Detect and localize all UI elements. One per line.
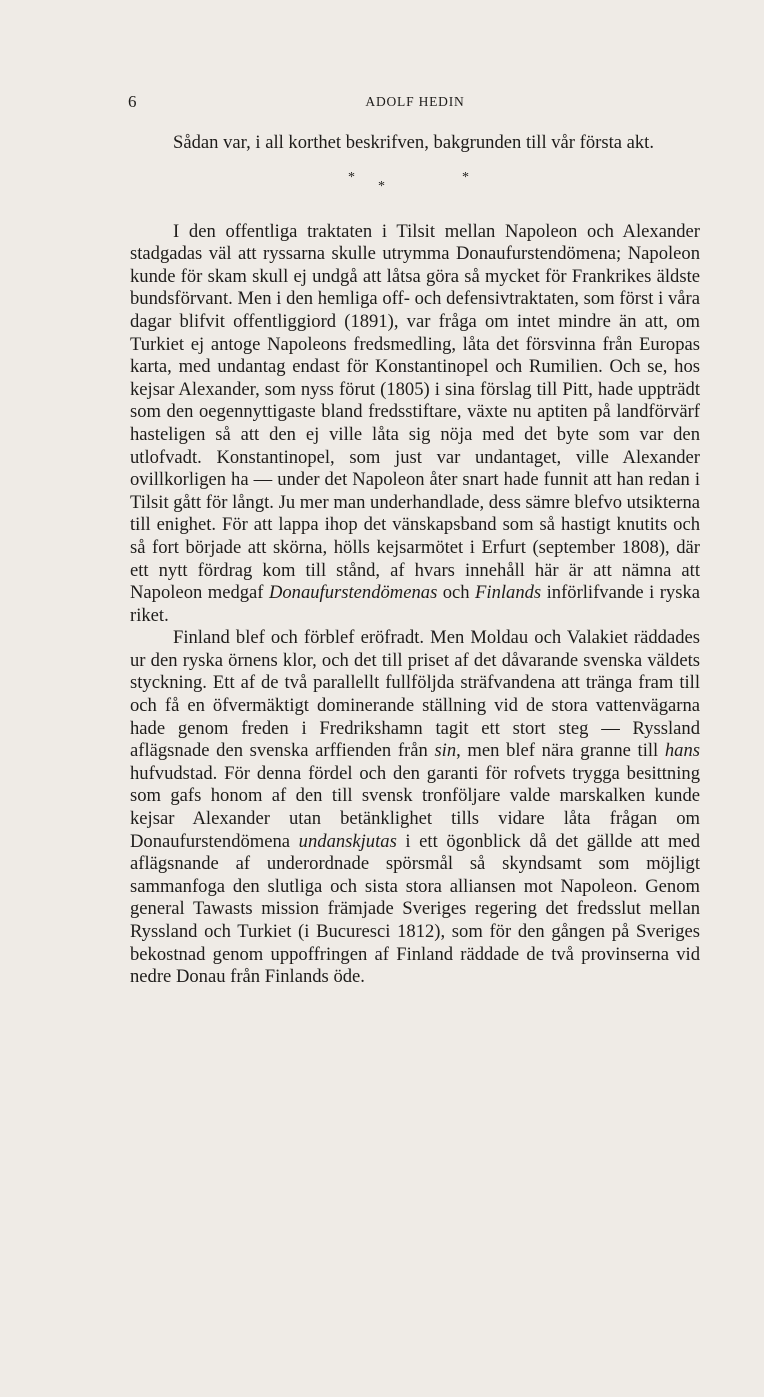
running-head: ADOLF HEDIN xyxy=(365,94,465,109)
paragraph-2-text-b: och xyxy=(437,582,476,604)
paragraph-3 xyxy=(130,627,700,989)
page-number: 6 xyxy=(128,92,137,111)
page-header xyxy=(130,92,700,112)
paragraph-3-emphasis-1: sin xyxy=(434,740,457,762)
paragraph-2-emphasis-2: Finlands xyxy=(475,582,542,604)
paragraph-2 xyxy=(130,221,700,628)
paragraph-3-emphasis-3: undanskjutas xyxy=(298,830,397,852)
paragraph-3-text-b: , men blef nära granne till xyxy=(456,740,665,762)
paragraph-3-text-c: hufvudstad. För denna fördel och den garanti för rofvets trygga besittning som gafs honom af den till svensk tronföljare valde marskalken kunde kejsar Alexander utan betänklighet tills vidare låta frågan om Donaufurstendömena xyxy=(130,762,700,852)
section-asterism xyxy=(130,155,700,215)
paragraph-3-text-a: Finland blef och förblef eröfradt. Men Moldau och Valakiet räddades ur den ryska örnens klor, och det till priset af det dåvarande svenska väldets styckning. Ett af de två parallellt fullföljda sträfvandena att tränga fram till och få en öfvermäktigt dominerande ställning vid de stora vattenvägarna hade genom freden i Fredrikshamn tagit ett stort steg — Ryssland aflägsnade den svenska arffienden från xyxy=(130,627,700,762)
paragraph-2-text-c: införlifvande i ryska riket. xyxy=(130,582,700,626)
paragraph-3-text-d: i ett ögonblick då det gällde att med aflägsnande af underordnade spörsmål så skyndsamt som möjligt sammanfoga den slutliga och sista stora alliansen mot Napoleon. Genom general Tawasts mission främjade Sveriges regering det fredsslut mellan Ryssland och Turkiet (i Bucuresci 1812), som för den gången på Sveriges bekostnad genom uppoffringen af Finland räddade de två provinserna vid nedre Donau från Finlands öde. xyxy=(130,830,700,988)
paragraph-1: Sådan var, i all korthet beskrifven, bakgrunden till vår första akt. xyxy=(173,132,654,153)
asterisk-1: * xyxy=(348,169,355,185)
asterisk-3: * xyxy=(462,169,469,185)
body-text xyxy=(130,132,700,989)
paragraph-2-emphasis-1: Donaufurstendömenas xyxy=(268,582,438,604)
asterisk-2: * xyxy=(378,178,385,194)
paragraph-2-text-a: I den offentliga traktaten i Tilsit mellan Napoleon och Alexander stadgadas väl att ryssarna skulle utrymma Donaufurstendömena; Napoleon kunde för skam skull ej undgå att låtsa göra så mycket för Frankrikes äldste bundsförvant. Men i den hemliga off- och defensivtraktaten, som först i våra dagar blifvit offentliggiord (1891), var fråga om intet mindre än att, om Turkiet ej antoge Napoleons fredsmedling, låta det försvinna från Europas karta, med undantag endast för Konstantinopel och Rumilien. Och se, hos kejsar Alexander, som nyss förut (1805) i sina förslag till Pitt, hade uppträdt som den oegennyttigaste bland fredsstiftare, växte nu aptiten på landförvärf hasteligen så att den ej ville låta sig nöja med det byte som var den utlofvadt. Konstantinopel, som just var undantaget, ville Alexander ovillkorligen ha — under det Napoleon åter snart hade funnit att han redan i Tilsit gått för långt. Ju mer man underhandlade, dess sämre blefvo utsikterna till enighet. För att lappa ihop det vänskapsband som så hastigt knutits och så fort började att skörna, hölls kejsarmötet i Erfurt (september 1808), där ett nytt fördrag kom till stånd, af hvars innehåll här är att nämna att Napoleon medgaf xyxy=(130,220,700,604)
paragraph-3-emphasis-2: hans xyxy=(664,740,700,762)
book-page xyxy=(130,92,700,989)
